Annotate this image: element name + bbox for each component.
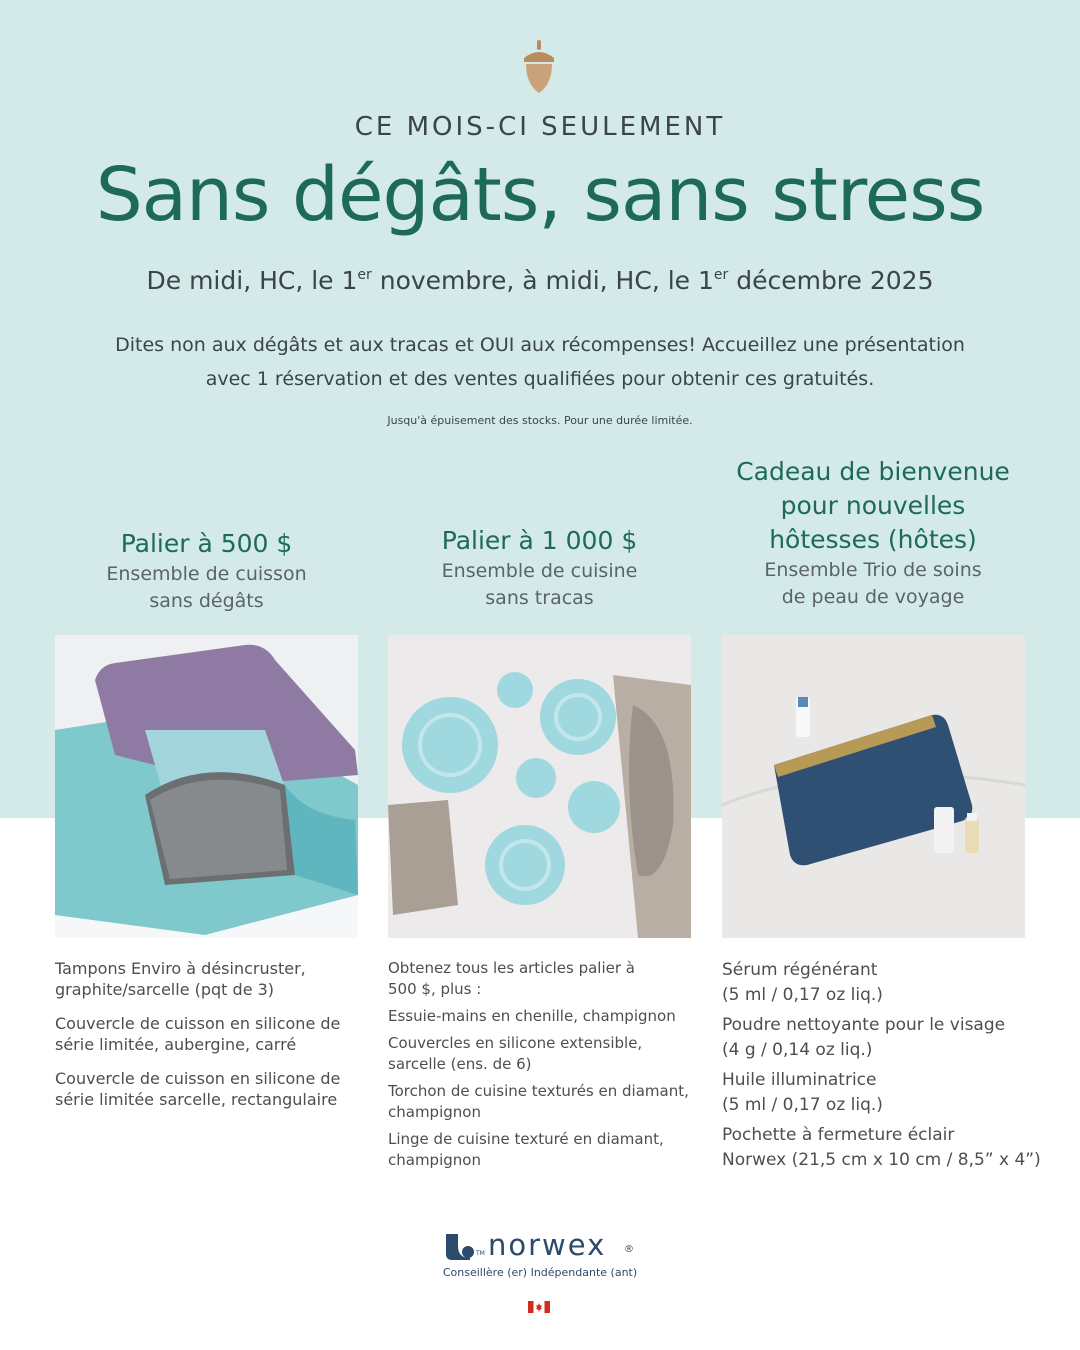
list-item: Linge de cuisine texturé en diamant, champignon — [388, 1130, 664, 1169]
list-item: Poudre nettoyante pour le visage (4 g / 0,14 oz liq.) — [722, 1015, 1006, 1060]
welcome-gift-heading: Cadeau de bienvenue pour nouvelles hôtesses (hôtes) Ensemble Trio de soins de peau de voyage — [736, 457, 1010, 608]
tier-500-heading: Palier à 500 $ Ensemble de cuisson sans dégâts — [55, 527, 358, 615]
list-item: Obtenez tous les articles palier à 500 $, plus : — [388, 959, 635, 998]
acorn-icon — [521, 40, 557, 94]
eyebrow-text: CE MOIS-CI SEULEMENT — [354, 112, 726, 142]
promo-dates: De midi, HC, le 1er novembre, à midi, HC, le 1er décembre 2025 — [146, 266, 934, 295]
norwex-mark-icon — [446, 1234, 476, 1260]
list-item: Essuie-mains en chenille, champignon — [388, 1007, 676, 1025]
welcome-gift-items — [722, 958, 1072, 1178]
tier-500-title: Palier à 500 $ — [120, 529, 293, 558]
consultant-tagline: Conseillère (er) Indépendante (ant) — [442, 1266, 638, 1279]
page-title: Sans dégâts, sans stress — [95, 152, 985, 238]
norwex-logo: TM norwex ® — [446, 1232, 636, 1262]
tier-1000-title: Palier à 1 000 $ — [441, 526, 638, 555]
product-photo-skincare-set — [722, 635, 1025, 938]
list-item: Couvercles en silicone extensible, sarcelle (ens. de 6) — [388, 1034, 643, 1073]
intro-text: Dites non aux dégâts et aux tracas et OUI aux récompenses! Accueillez une présentation avec 1 réservation et des ventes qualifiées pour obtenir ces gratuités. — [115, 334, 965, 390]
list-item: Huile illuminatrice (5 ml / 0,17 oz liq.) — [722, 1070, 883, 1115]
list-item: Torchon de cuisine texturés en diamant, champignon — [388, 1082, 689, 1121]
product-photo-kitchen-set — [388, 635, 691, 938]
tier-1000-items — [388, 958, 706, 1177]
list-item: Pochette à fermeture éclair Norwex (21,5 cm x 10 cm / 8,5” x 4”) — [722, 1125, 1041, 1170]
product-photo-cooking-set — [55, 635, 358, 938]
list-item: Tampons Enviro à désincruster, graphite/sarcelle (pqt de 3) — [55, 959, 306, 999]
tier-1000-heading: Palier à 1 000 $ Ensemble de cuisine sans tracas — [388, 524, 691, 612]
canada-flag-icon — [528, 1301, 550, 1313]
list-item: Sérum régénérant (5 ml / 0,17 oz liq.) — [722, 960, 883, 1005]
list-item: Couvercle de cuisson en silicone de série limitée, aubergine, carré — [55, 1014, 341, 1054]
fine-print: Jusqu'à épuisement des stocks. Pour une durée limitée. — [387, 414, 693, 427]
list-item: Couvercle de cuisson en silicone de série limitée sarcelle, rectangulaire — [55, 1069, 341, 1109]
tier-500-items — [55, 958, 365, 1123]
